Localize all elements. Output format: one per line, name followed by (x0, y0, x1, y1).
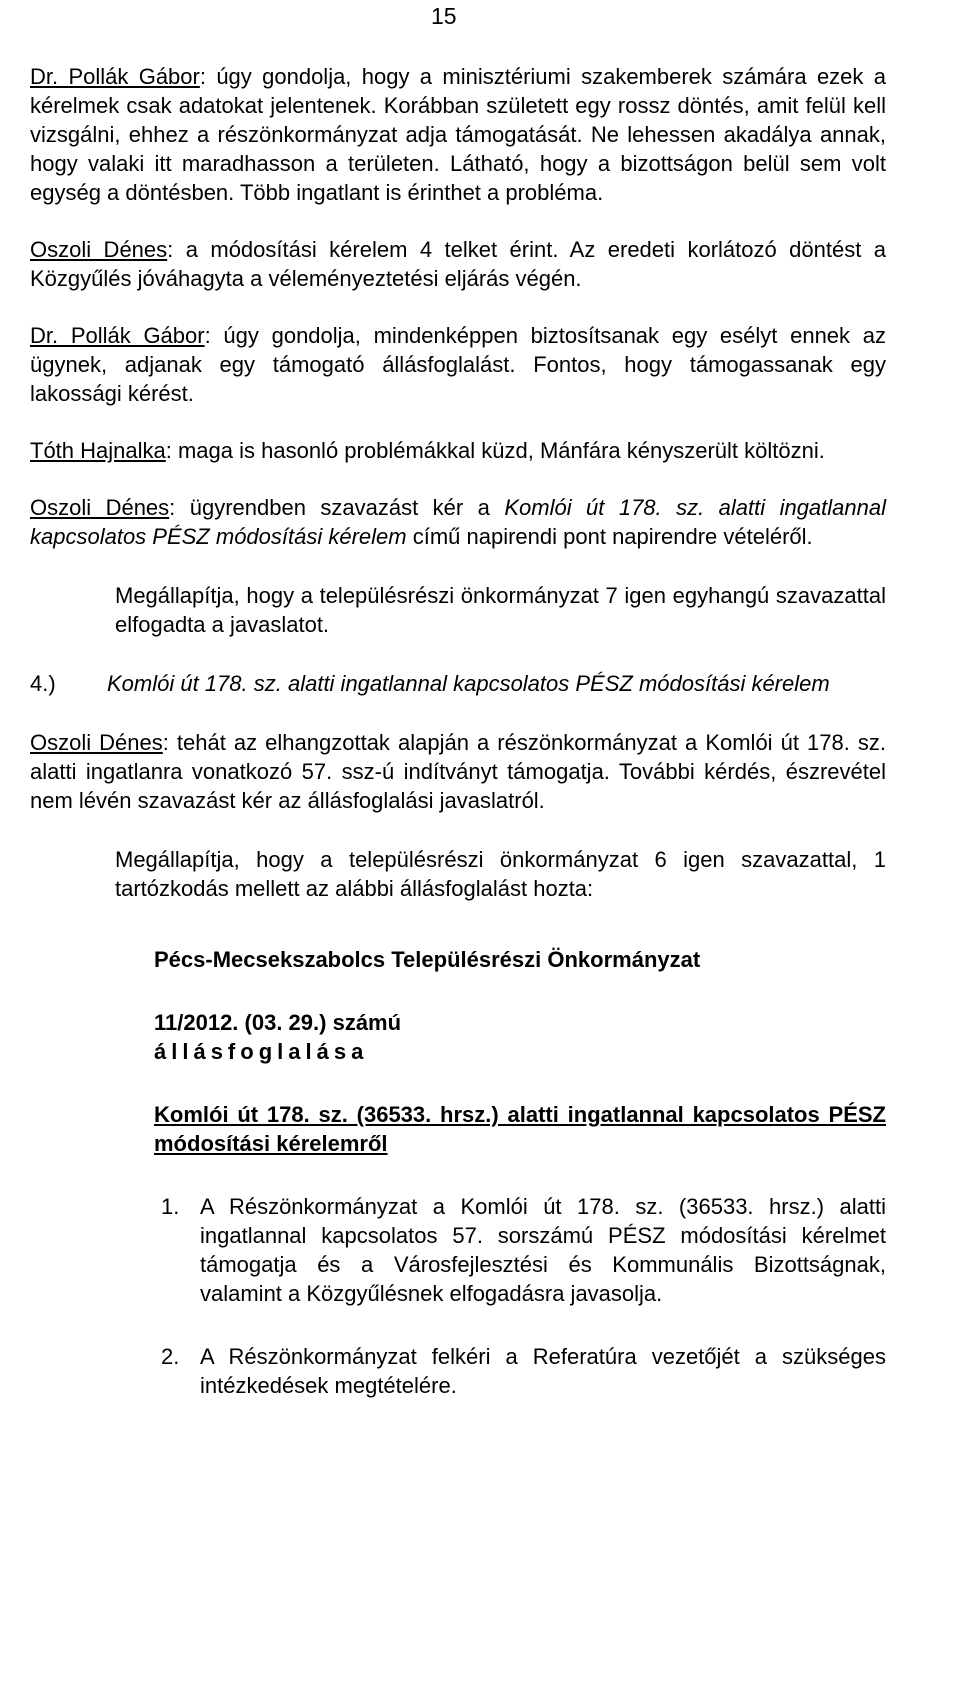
speaker-name: Tóth Hajnalka (30, 438, 166, 463)
agenda-title: Komlói út 178. sz. alatti ingatlannal kapcsolatos PÉSZ módosítási kérelem (107, 671, 830, 696)
resolution-number: 11/2012. (03. 29.) számú (154, 1010, 402, 1035)
paragraph-text: című napirendi pont napirendre vételéről. (406, 524, 813, 549)
paragraph-7 (30, 728, 886, 815)
paragraph-text: : tehát az elhangzottak alapján a részönkormányzat a Komlói út 178. sz. alatti ingatlanra vonatkozó 57. ssz-ú indítványt támogatja. További kérdés, észrevétel nem lévén szavazást kér az állásfoglalási javaslatról. (30, 730, 886, 813)
speaker-name: Oszoli Dénes (30, 495, 170, 520)
paragraph-text: : maga is hasonló problémákkal küzd, Mánfára kényszerült költözni. (165, 438, 825, 463)
speaker-name: Dr. Pollák Gábor (30, 323, 205, 348)
paragraph-text: : ügyrendben szavazást kér a (169, 495, 505, 520)
page-number: 15 (431, 3, 457, 29)
vote-result-2: Megállapítja, hogy a településrészi önkormányzat 6 igen szavazattal, 1 tartózkodás mellett az alábbi állásfoglalást hozta: (115, 847, 886, 901)
speaker-name: Dr. Pollák Gábor (30, 64, 200, 89)
speaker-name: Oszoli Dénes (30, 730, 163, 755)
resolution-item-2 (30, 1342, 886, 1400)
item-text: A Részönkormányzat a Komlói út 178. sz. (36533. hrsz.) alatti ingatlannal kapcsolatos 57. sorszámú PÉSZ módosítási kérelmet támogatja és a Városfejlesztési és Kommunális Bizottságnak, valamint a Közgyűlésnek elfogadásra javasolja. (200, 1194, 886, 1306)
resolution-type: állásfoglalása (154, 1039, 369, 1064)
agenda-number: 4.) (30, 671, 56, 696)
item-number: 2. (161, 1344, 180, 1369)
resolution-item-1 (30, 1192, 886, 1308)
speaker-name: Oszoli Dénes (30, 237, 168, 262)
agenda-reference: Komlói út 178. sz. alatti ingatlannal kapcsolatos PÉSZ módosítási kérelem (30, 495, 886, 549)
paragraph-2 (30, 235, 886, 293)
paragraph-1 (30, 62, 886, 207)
vote-result-1: Megállapítja, hogy a településrészi önkormányzat 7 igen egyhangú szavazattal elfogadta a javaslatot. (115, 583, 886, 637)
resolution-title: Komlói út 178. sz. (36533. hrsz.) alatti ingatlannal kapcsolatos PÉSZ módosítási kérelemről (154, 1102, 886, 1156)
item-text: A Részönkormányzat felkéri a Referatúra vezetőjét a szükséges intézkedések megtételére. (200, 1344, 886, 1398)
paragraph-text: : a módosítási kérelem 4 telket érint. Az eredeti korlátozó döntést a Közgyűlés jóváhagyta a véleményeztetési eljárás végén. (30, 237, 886, 291)
paragraph-text: : úgy gondolja, hogy a minisztériumi szakemberek számára ezek a kérelmek csak adatokat jelentenek. Korábban született egy rossz döntés, amit felül kell vizsgálni, ehhez a részönkormányzat adja támogatását. Ne lehessen akadálya annak, hogy valaki itt maradhasson a területen. Látható, hogy a bizottságon belül sem volt egység a döntésben. Több ingatlant is érinthet a probléma. (30, 64, 886, 205)
paragraph-5 (30, 493, 886, 551)
agenda-item-heading (30, 669, 886, 698)
paragraph-3 (30, 321, 886, 408)
item-number: 1. (161, 1194, 180, 1219)
resolution-body: Pécs-Mecsekszabolcs Településrészi Önkormányzat (154, 947, 701, 972)
document-body (30, 62, 886, 1400)
paragraph-4 (30, 436, 886, 465)
paragraph-text: : úgy gondolja, mindenképpen biztosítsanak egy esélyt ennek az ügynek, adjanak egy támogató állásfoglalást. Fontos, hogy támogassanak egy lakossági kérést. (30, 323, 886, 406)
